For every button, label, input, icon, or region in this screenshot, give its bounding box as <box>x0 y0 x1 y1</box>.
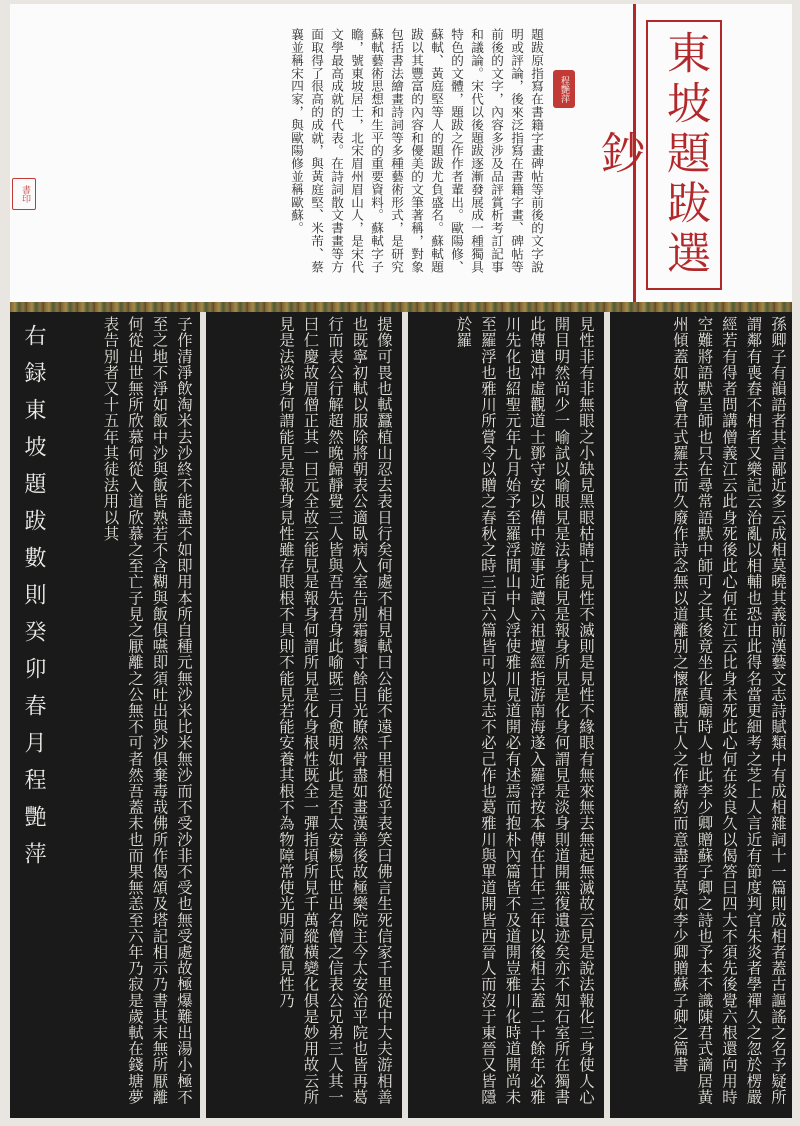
panel-2-text: 提像可畏也軾蠶植山忍去表日行矣何處不相見軾曰公能不遠千里相從乎表笑曰佛言生死信家千里從中大夫游相善也既寧初軾以服除將朝表公適臥病入室告別霜鬚寸餘目光瞭然骨盡如畫漢善後故極樂院主今太安治平院也皆再葛行而表公行解超然晚歸靜覺三人皆與吾先君身此喻既三月愈明如此是否太安楊氏世出名僧之信表公兄弟三人其一曰仁慶故眉僧正其一曰元全故云能見是報身何謂所見是化身根性既全一彈指頃所見千萬縱橫變化俱是妙用故云所見是法淡身何謂能見是報身見性雖存眼根不具則不能見若能安養其根不為物障常使光明洞徹見性乃 <box>277 316 393 1105</box>
title-frame <box>593 20 722 290</box>
corner-seal-stamp: 書印 <box>12 178 36 210</box>
rubbing-panel-2 <box>206 312 402 1118</box>
rubbing-panel-3 <box>408 312 604 1118</box>
panel-4-text: 孫卿子有韻語者其言鄙近多云成相莫曉其義前漢藝文志詩賦類中有成相雜詞十一篇則成相者蓋古謳謠之名予疑所謂鄰有喪舂不相者又樂記云治亂以相輔也恐由此得名當更細考之芝上人言近有節度判官朱炎者學禪久之忽於楞嚴經若有得者問講僧義江云此身死後此心何在江云比身未死此心何在炎良久以偈答曰四大不須先後覺六根還向用時空難將語默呈師也只在尋常語默中師可之其後竟坐化真廟時人也此李少卿贈蘇子卿之詩也予本不識陳君式謫居黃州傾蓋如故會君式羅去而久廢作詩念無以道離別之懷歷觀古人之作辭約而意盡者莫如李少卿贈蘇子卿之篇書 <box>671 316 787 1105</box>
colophon-text: 右録東坡題跋數則癸卯春月程艷萍 <box>21 324 46 879</box>
panel-3-text: 見性非有非無眼之小缺見黑眼枯睛亡見性不滅則是見性不緣眼有無來無去無起無滅故云見是說法報化三身使人心開目明然尚少一喻試以喻眼見是法身能見是報身所見是化身何謂見是淡身則道開無復遺迹矣亦不知石室所在獨書此傳遺冲虛觀道士鄧守安以備中遊事近讀六祖壇經指游南海遂入羅浮按本傳在廿年三年以後相去蓋二十餘年必雅川先化也紹聖元年九月始予至羅浮閒山中人浮使雅川見道開必有述焉而抱朴內篇皆不及道開豈雅川化時道開尚未至羅浮也雅川所嘗令以贈之春秋之時三百六篇皆可以見志不必己作也葛雅川與單道開皆西晉人而沒于東晉又皆隱於羅 <box>454 316 595 1105</box>
rubbing-panel-1 <box>10 312 200 1118</box>
rubbing-panel-4 <box>610 312 792 1118</box>
panel-1-text: 子作清淨飲淘米去沙終不能盡不如即用本所自種元無沙米比米無沙而不受沙非不受也無受處故極爆難出湯小極不至之地不淨如飯中沙與飯皆熟若不含糊與飯俱嚥即須吐出與沙俱棄毒哉佛所作偈頌及塔記相示乃書其末無所厭離何從出世無所欣慕何從入道欣慕之至亡子見之厭離之公無不可者然吾蓋未也而果無恙至六年乃寂是歲軾在錢塘夢表告別者又十五年其徒法用以其 <box>101 316 193 1105</box>
red-seal-stamp: 程艷萍 <box>553 70 575 108</box>
book-title: 東坡題跋選鈔 <box>593 30 710 280</box>
introduction-text: 題跋原指寫在書籍字畫碑帖等前後的文字說明或評論，後來泛指寫在書籍字畫、碑帖等前後的文字，內容多涉及品評賞析考訂記事和議論。宋代以後題跋逐漸發展成一種獨具特色的文體，題跋之作作者輩出。歐陽修、蘇軾、黃庭堅等人的題跋尤負盛名。蘇軾題跋以其豐富的內容和優美的文筆著稱，對象包括書法繪畫詩詞等多種藝術形式，是研究蘇軾藝術思想和生平的重要資料。蘇軾字子瞻，號東坡居士，北宋眉州眉山人，是宋代文學最高成就的代表。在詩詞散文書畫等方面取得了很高的成就，與黃庭堅、米芾、蔡襄並稱宋四家，與歐陽修並稱歐蘇。 <box>289 28 544 274</box>
brocade-border <box>10 302 792 312</box>
